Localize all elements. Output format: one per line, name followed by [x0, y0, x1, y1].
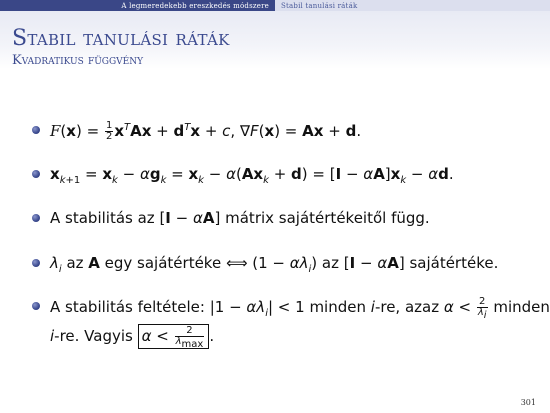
formula-update: $x_{k+1} = x_k - \alpha g_k = x_k - \alpha(Ax_k + d) = [I - \alpha A]x_k - \alpha d$. — [50, 165, 454, 186]
item-text: $\lambda_i$ az A egy sajátértéke ⟺ $(1 - \alpha\lambda_i)$ az [I − αA] sajátértéke. — [50, 254, 499, 275]
bullet-icon — [32, 302, 40, 310]
page-number: 301 — [520, 398, 536, 407]
nav-subsection-tab[interactable]: Stabil tanulási ráták — [275, 0, 550, 11]
item-text-continued: i-re. Vagyis α < $\frac{2}{\lambda_{max}}$ . — [50, 325, 215, 350]
slide-title: Stabil tanulási ráták — [12, 26, 230, 51]
slide-subtitle: Kvadratikus függvény — [12, 53, 144, 68]
boxed-result: α < $\frac{2}{\lambda_{max}}$ — [138, 324, 210, 349]
slide-header — [0, 11, 550, 69]
bullet-icon — [32, 214, 40, 222]
item-text: A stabilitás az [I − αA] mátrix sajátértékeitől függ. — [50, 209, 430, 227]
bullet-icon — [32, 126, 40, 134]
formula-quadratic: F(x) = $\frac{1}{2}$ $x^TAx + d^Tx + c$, ∇F(x) = Ax + d. — [50, 120, 362, 142]
item-text: A stabilitás feltétele: $|1 - \alpha\lambda_i| < 1$ minden i-re, azaz α < $\frac{2}{\lambda_i}$ minden — [50, 296, 550, 321]
bullet-icon — [32, 170, 40, 178]
nav-section-tab[interactable]: A legmeredekebb ereszkedés módszere — [0, 0, 275, 11]
navigation-bar — [0, 0, 550, 11]
bullet-icon — [32, 259, 40, 267]
